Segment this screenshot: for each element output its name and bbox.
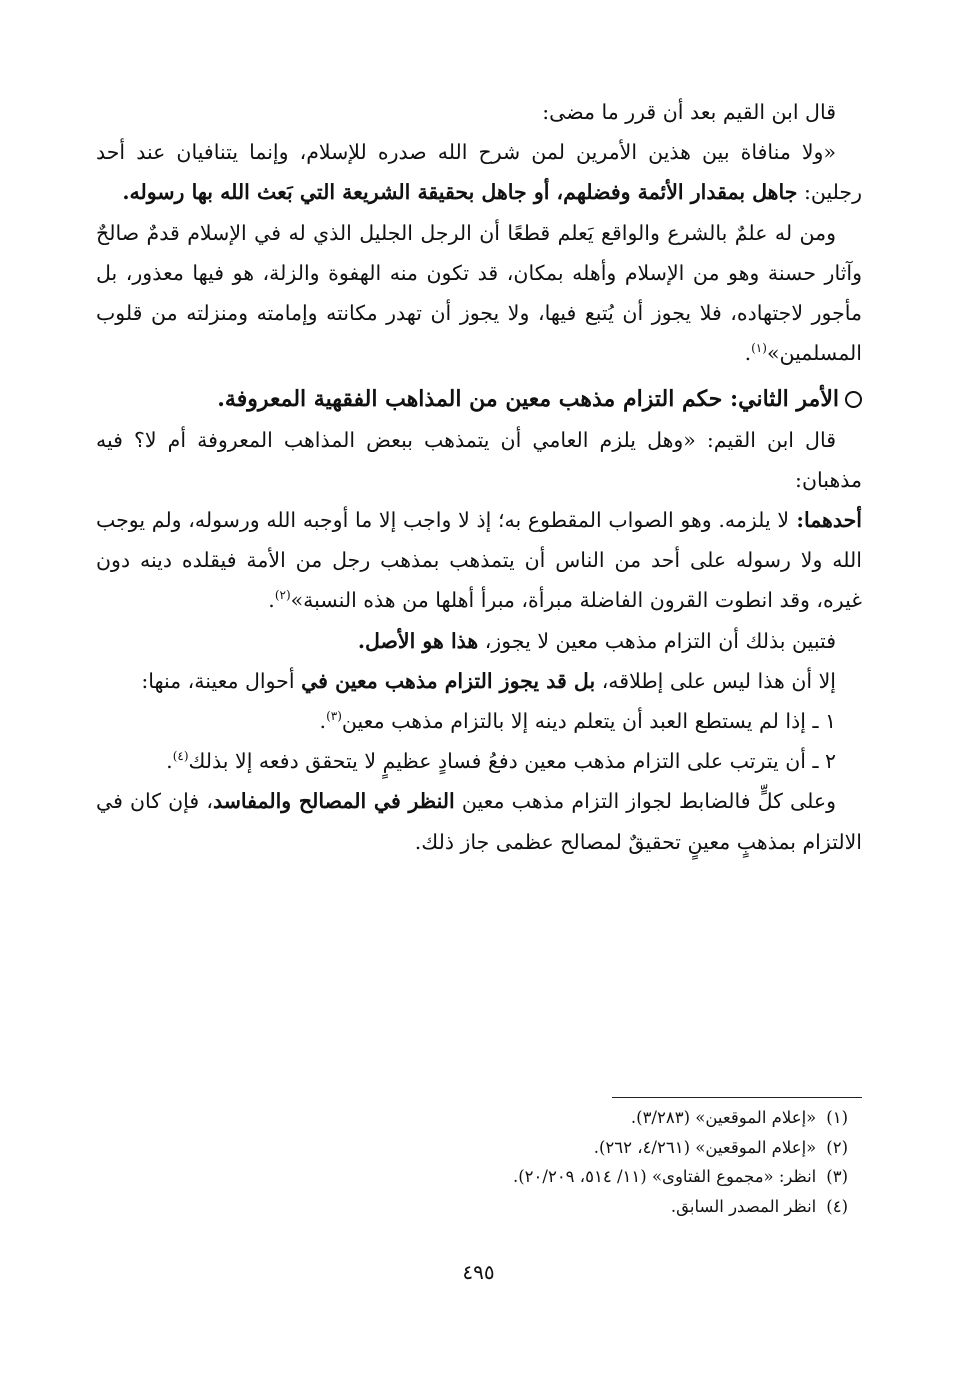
text-run: لا يلزمه. وهو الصواب المقطوع به؛ إذ لا واجب إلا ما أوجبه الله ورسوله، ولم يوجب الله ولا رسوله على أحد من الناس أن يتمذهب بمذهب رجل من الأمة فيقلده دينه دون غيره، وقد انطوت القرون الفاضلة مبرأة، مبرأ أهلها من هذه النسبة»	[96, 508, 862, 613]
footnote-text: «إعلام الموقعين» (٣/٢٨٣).	[630, 1108, 817, 1127]
paragraph	[96, 500, 862, 621]
text-run: .	[319, 709, 327, 734]
text-run: ، فإن كان في الالتزام بمذهبٍ معينٍ تحقيقٌ لمصالح عظمى جاز ذلك.	[96, 789, 862, 854]
paragraph	[96, 701, 862, 741]
text-run: إلا أن هذا ليس على إطلاقه،	[595, 668, 836, 693]
main-text	[96, 92, 862, 862]
footnotes	[96, 1103, 862, 1221]
paragraph	[96, 781, 862, 861]
text-run: فتبين بذلك أن التزام مذهب معين لا يجوز،	[478, 628, 836, 653]
bold-text: النظر في المصالح والمفاسد	[212, 789, 455, 814]
footnote-text: «إعلام الموقعين» (٤/٢٦١، ٢٦٢).	[593, 1137, 817, 1157]
paragraphs-top	[96, 92, 862, 373]
section-heading-text: الأمر الثاني: حكم التزام مذهب معين من المذاهب الفقهية المعروفة.	[217, 386, 839, 413]
text-run: ومن له علمٌ بالشرع والواقع يَعلم قطعًا أن الرجل الجليل الذي له في الإسلام قدمٌ صالحٌ وآثار حسنة وهو من الإسلام وأهله بمكان، قد تكون منه الهفوة والزلة، هو فيها معذور، بل مأجور لاجتهاده، فلا يجوز أن يُتبع فيها، ولا يجوز أن تهدر مكانته وإمامته ومنزلته من قلوب المسلمين»	[96, 220, 862, 366]
bold-text: أحدهما:	[789, 508, 863, 533]
footnote-number: (٣)	[826, 1167, 848, 1186]
footnote-number: (٤)	[826, 1196, 848, 1216]
bold-text: بل قد يجوز التزام مذهب معين في	[301, 668, 596, 693]
paragraph	[96, 661, 862, 701]
section-heading	[96, 379, 862, 419]
footnote-number: (١)	[826, 1108, 848, 1127]
text-run: ١ ـ إذا لم يستطع العبد أن يتعلم دينه إلا بالتزام مذهب معين	[341, 709, 836, 734]
bold-text: هذا هو الأصل.	[357, 628, 479, 653]
page-number: ٤٩٥	[462, 1260, 495, 1284]
footnote-number: (٢)	[826, 1137, 848, 1157]
paragraph	[96, 132, 862, 212]
footnote-ref: (٤)	[172, 749, 189, 764]
text-run: أحوال معينة، منها:	[141, 668, 302, 693]
text-run: قال ابن القيم بعد أن قرر ما مضى:	[542, 100, 836, 124]
footnote	[96, 1103, 862, 1133]
paragraph	[96, 92, 862, 132]
footnote-divider	[612, 1097, 862, 1098]
text-run: قال ابن القيم: «وهل يلزم العامي أن يتمذهب ببعض المذاهب المعروفة أم لا؟ فيه مذهبان:	[96, 427, 862, 492]
paragraph	[96, 741, 862, 781]
footnote-text: انظر: «مجموع الفتاوى» (١١/ ٥١٤، ٢٠/٢٠٩).	[512, 1167, 817, 1186]
footnote	[96, 1192, 862, 1222]
text-run: «ولا منافاة بين هذين الأمرين لمن شرح الله صدره للإسلام، وإنما يتنافيان عند أحد رجلين:	[96, 140, 862, 205]
circle-bullet-icon	[845, 391, 862, 408]
paragraph	[96, 420, 862, 500]
text-run: وعلى كلٍّ فالضابط لجواز التزام مذهب معين	[454, 789, 836, 814]
footnote-ref: (٣)	[326, 709, 342, 724]
footnote-text: انظر المصدر السابق.	[670, 1196, 817, 1216]
text-run: .	[166, 749, 173, 774]
footnote	[96, 1162, 862, 1192]
footnote-ref: (١)	[751, 341, 767, 356]
text-run: .	[268, 588, 275, 613]
paragraph	[96, 621, 862, 661]
text-run: ٢ ـ أن يترتب على التزام مذهب معين دفعُ فسادٍ عظيمٍ لا يتحقق دفعه إلا بذلك	[188, 749, 836, 774]
text-run: .	[744, 341, 752, 366]
paragraphs-bottom	[96, 420, 862, 862]
footnote	[96, 1133, 862, 1163]
footnote-ref: (٢)	[274, 588, 291, 603]
bold-text: جاهل بمقدار الأئمة وفضلهم، أو جاهل بحقيقة الشريعة التي بَعث الله بها رسوله.	[122, 180, 798, 205]
paragraph	[96, 213, 862, 374]
